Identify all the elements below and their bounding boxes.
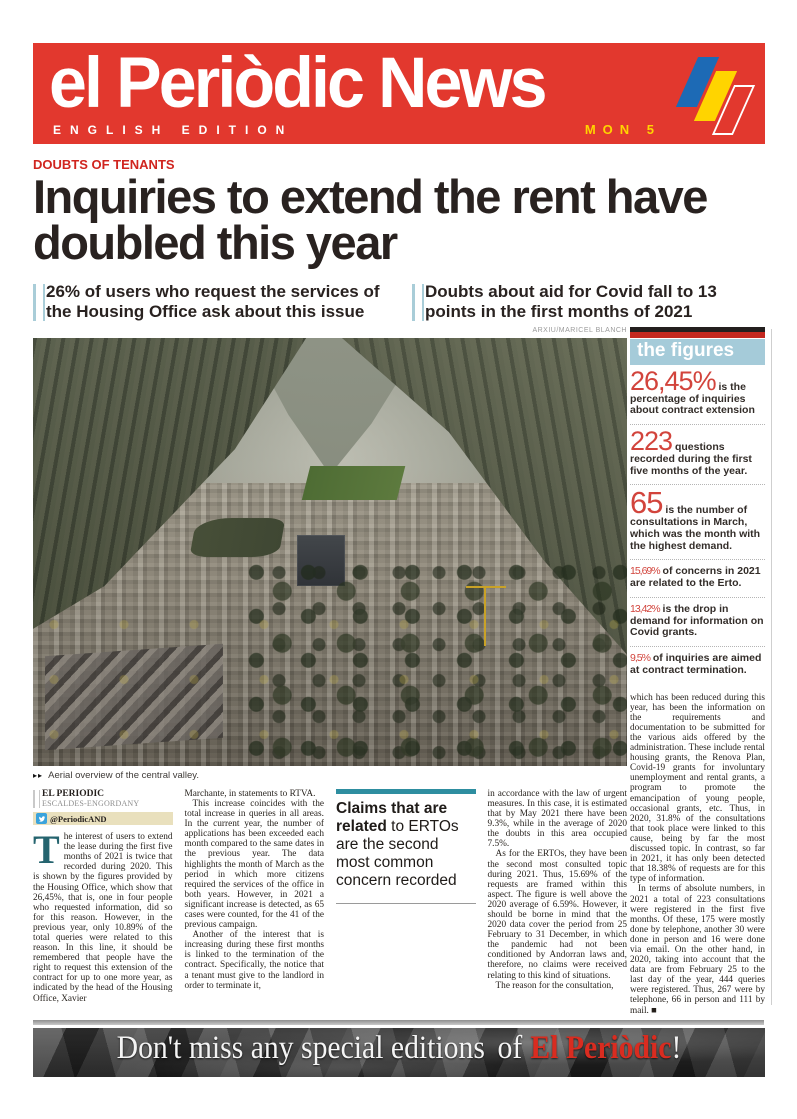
article-column-1 <box>33 789 173 1015</box>
photo-dark-field <box>190 518 286 557</box>
figure-value: 13,42% <box>630 602 660 615</box>
figure-value: 15,69% <box>630 565 660 578</box>
aerial-valley-photo <box>33 338 627 766</box>
article-paragraph: As for the ERTOs, they have been the second most consulted topic during 2021. Thus, 15.69% of the requests are framed within this aspect. The figure is well above the 2020 average of 6.59%. However, it should be borne in mind that the 2020 data cover the period from 25 February to 31 December, in which the pandemic had not been conditioned by Andorran laws and, therefore, no claims were received relating to this kind of situations. <box>487 849 627 981</box>
caption-arrows-icon: ▸▸ <box>33 770 44 780</box>
main-content-row <box>33 327 765 1016</box>
figure-text: questions recorded during the first five months of the year. <box>630 441 752 477</box>
figure-text: is the percentage of inquiries about contract extension <box>630 380 755 417</box>
photo-credit: ARXIU/MARICEL BLANCH <box>532 326 627 334</box>
figure-item <box>630 560 765 598</box>
newspaper-logo-icon <box>679 53 757 137</box>
promo-exclamation: ! <box>671 1029 682 1066</box>
photo-crane <box>484 586 486 646</box>
twitter-handle-strip[interactable] <box>33 812 173 825</box>
date-label: MON 5 <box>584 122 661 137</box>
right-column <box>630 327 765 1016</box>
panel-red-bar <box>630 332 765 338</box>
figure-value: 26,45% <box>630 365 716 396</box>
subheads-row <box>33 282 765 323</box>
pull-quote-text <box>336 800 476 891</box>
edition-label: ENGLISH EDITION <box>53 123 294 137</box>
pull-quote <box>336 789 476 1015</box>
promo-text <box>70 1030 729 1067</box>
article-paragraph: Another of the interest that is increasing during these first months is linked to the termination of the contract. Specifically, the notice that a tenant must give to the landlord in order to terminate it, <box>184 930 324 991</box>
masthead <box>33 43 765 144</box>
figure-text: of inquiries are aimed at contract termination. <box>630 652 762 676</box>
left-main-column <box>33 327 627 1016</box>
figure-text: is the number of consultations in March, which was the month with the highest demand. <box>630 504 761 552</box>
twitter-icon <box>36 813 47 824</box>
caption-text: Aerial overview of the central valley. <box>48 769 199 781</box>
footer-divider <box>33 1020 764 1025</box>
paragraph-text: he interest of users to extend the lease during the first five months of 2021 is twice that recorded during 2020. This is shown by the figures provided by the Housing Office, which show that 26,45%, that is, one in four people who requested information, did so for this reason. However, in the previous year, only 10.89% of the total queries were related to this reason. In this line, it should be remembered that people have the right to request this extension of the contract for up to one more year, as indicated by the head of the Housing Office, Xavier <box>33 832 173 1004</box>
article-paragraph: This increase coincides with the total increase in queries in all areas. In the current year, the number of applications has been exceeded each month compared to the same dates in the previous year. The data highlights the month of March as the period in which more citizens required the services of the office in both years. However, in 2021 a significant increase is detected, as 65 cases were counted, for the 41 of the previous campaign. <box>184 798 324 931</box>
figure-item <box>630 365 765 425</box>
newspaper-title: el Periòdic News <box>49 44 545 123</box>
drop-cap: T <box>33 827 60 873</box>
byline-block <box>33 789 173 825</box>
article-paragraph: The reason for the consultation, <box>495 980 614 991</box>
pull-quote-bold: Claims that are related <box>336 799 448 835</box>
article-column-2 <box>185 789 325 1015</box>
twitter-handle: @PeriodicAND <box>50 813 107 824</box>
right-edge-rule <box>771 329 772 1005</box>
article-columns <box>33 789 627 1015</box>
article-paragraph <box>33 827 173 1004</box>
promo-banner[interactable] <box>33 1028 765 1077</box>
article-paragraph: In terms of absolute numbers, in 2021 a total of 223 consultations were registered in the first five months. Of these, 175 were mostly done by telephone, another 30 were done in person and 16 were done via email. On the other hand, in 2020, taking into account that the data are from February 25 to the last day of the year, 444 queries were registered. Thus, 267 were by telephone, 66 in person and 111 by mail. ■ <box>630 884 765 1016</box>
figure-item <box>630 647 765 684</box>
photo-sports-field <box>302 466 406 500</box>
figure-value: 9,5% <box>630 652 650 665</box>
figure-value: 223 <box>630 426 673 457</box>
byline-head <box>33 789 173 809</box>
promo-connector: of <box>497 1029 523 1066</box>
article-paragraph: Marchante, in statements to RTVA. <box>184 788 316 799</box>
pull-quote-rest: to ERTOs are the second most common concern recorded <box>336 818 459 890</box>
promo-text-main: Don't miss any special editions <box>116 1029 485 1066</box>
figures-panel <box>630 327 765 684</box>
figure-text: is the drop in demand for information on Covid grants. <box>630 602 764 639</box>
photo-caption <box>33 770 627 781</box>
main-headline: Inquiries to extend the rent have doubled this year <box>33 170 707 270</box>
pull-quote-rule <box>336 903 476 904</box>
article-column-5 <box>630 693 765 1016</box>
figures-panel-title: the figures <box>630 339 765 365</box>
photo-autumn-accents <box>33 586 627 766</box>
figure-value: 65 <box>630 485 663 521</box>
subhead-right: Doubts about aid for Covid fall to 13 points in the first months of 2021 <box>412 282 765 323</box>
article-column-4 <box>488 789 628 1015</box>
subhead-left: 26% of users who request the services of the Housing Office ask about this issue <box>33 282 386 323</box>
article-paragraph: which has been reduced during this year, has been the information on the requirements and documentation to be submitted for the various aids offered by the administration. These include rental housing grants, the Renova Plan, Covid-19 grants for involuntary unemployment and rental grants, a program to promote the emancipation of young people, occasional grants, etc. Thus, in 2020, 31.8% of the consultations that took place were linked to this cause, being by far the most discussed topic. In contrast, so far in 2021, it has only been detected that 18.38% of requests are for this type of information. <box>630 692 765 885</box>
figure-item <box>630 485 765 560</box>
byline-location: ESCALDES-ENGORDANY <box>42 798 140 808</box>
byline-source: EL PERIÒDIC <box>42 788 105 799</box>
figure-text: of concerns in 2021 are related to the Erto. <box>630 565 761 590</box>
promo-brand-name: El Periòdic <box>530 1029 672 1066</box>
section-kicker: DOUBTS OF TENANTS <box>33 157 175 172</box>
article-paragraph: in accordance with the law of urgent measures. In this case, it is estimated that by May 2021 there have been 9.3%, while in the average of 2020 the doubts in this area occupied 7.5%. <box>487 788 627 850</box>
figure-item <box>630 598 765 647</box>
figure-item <box>630 425 765 485</box>
